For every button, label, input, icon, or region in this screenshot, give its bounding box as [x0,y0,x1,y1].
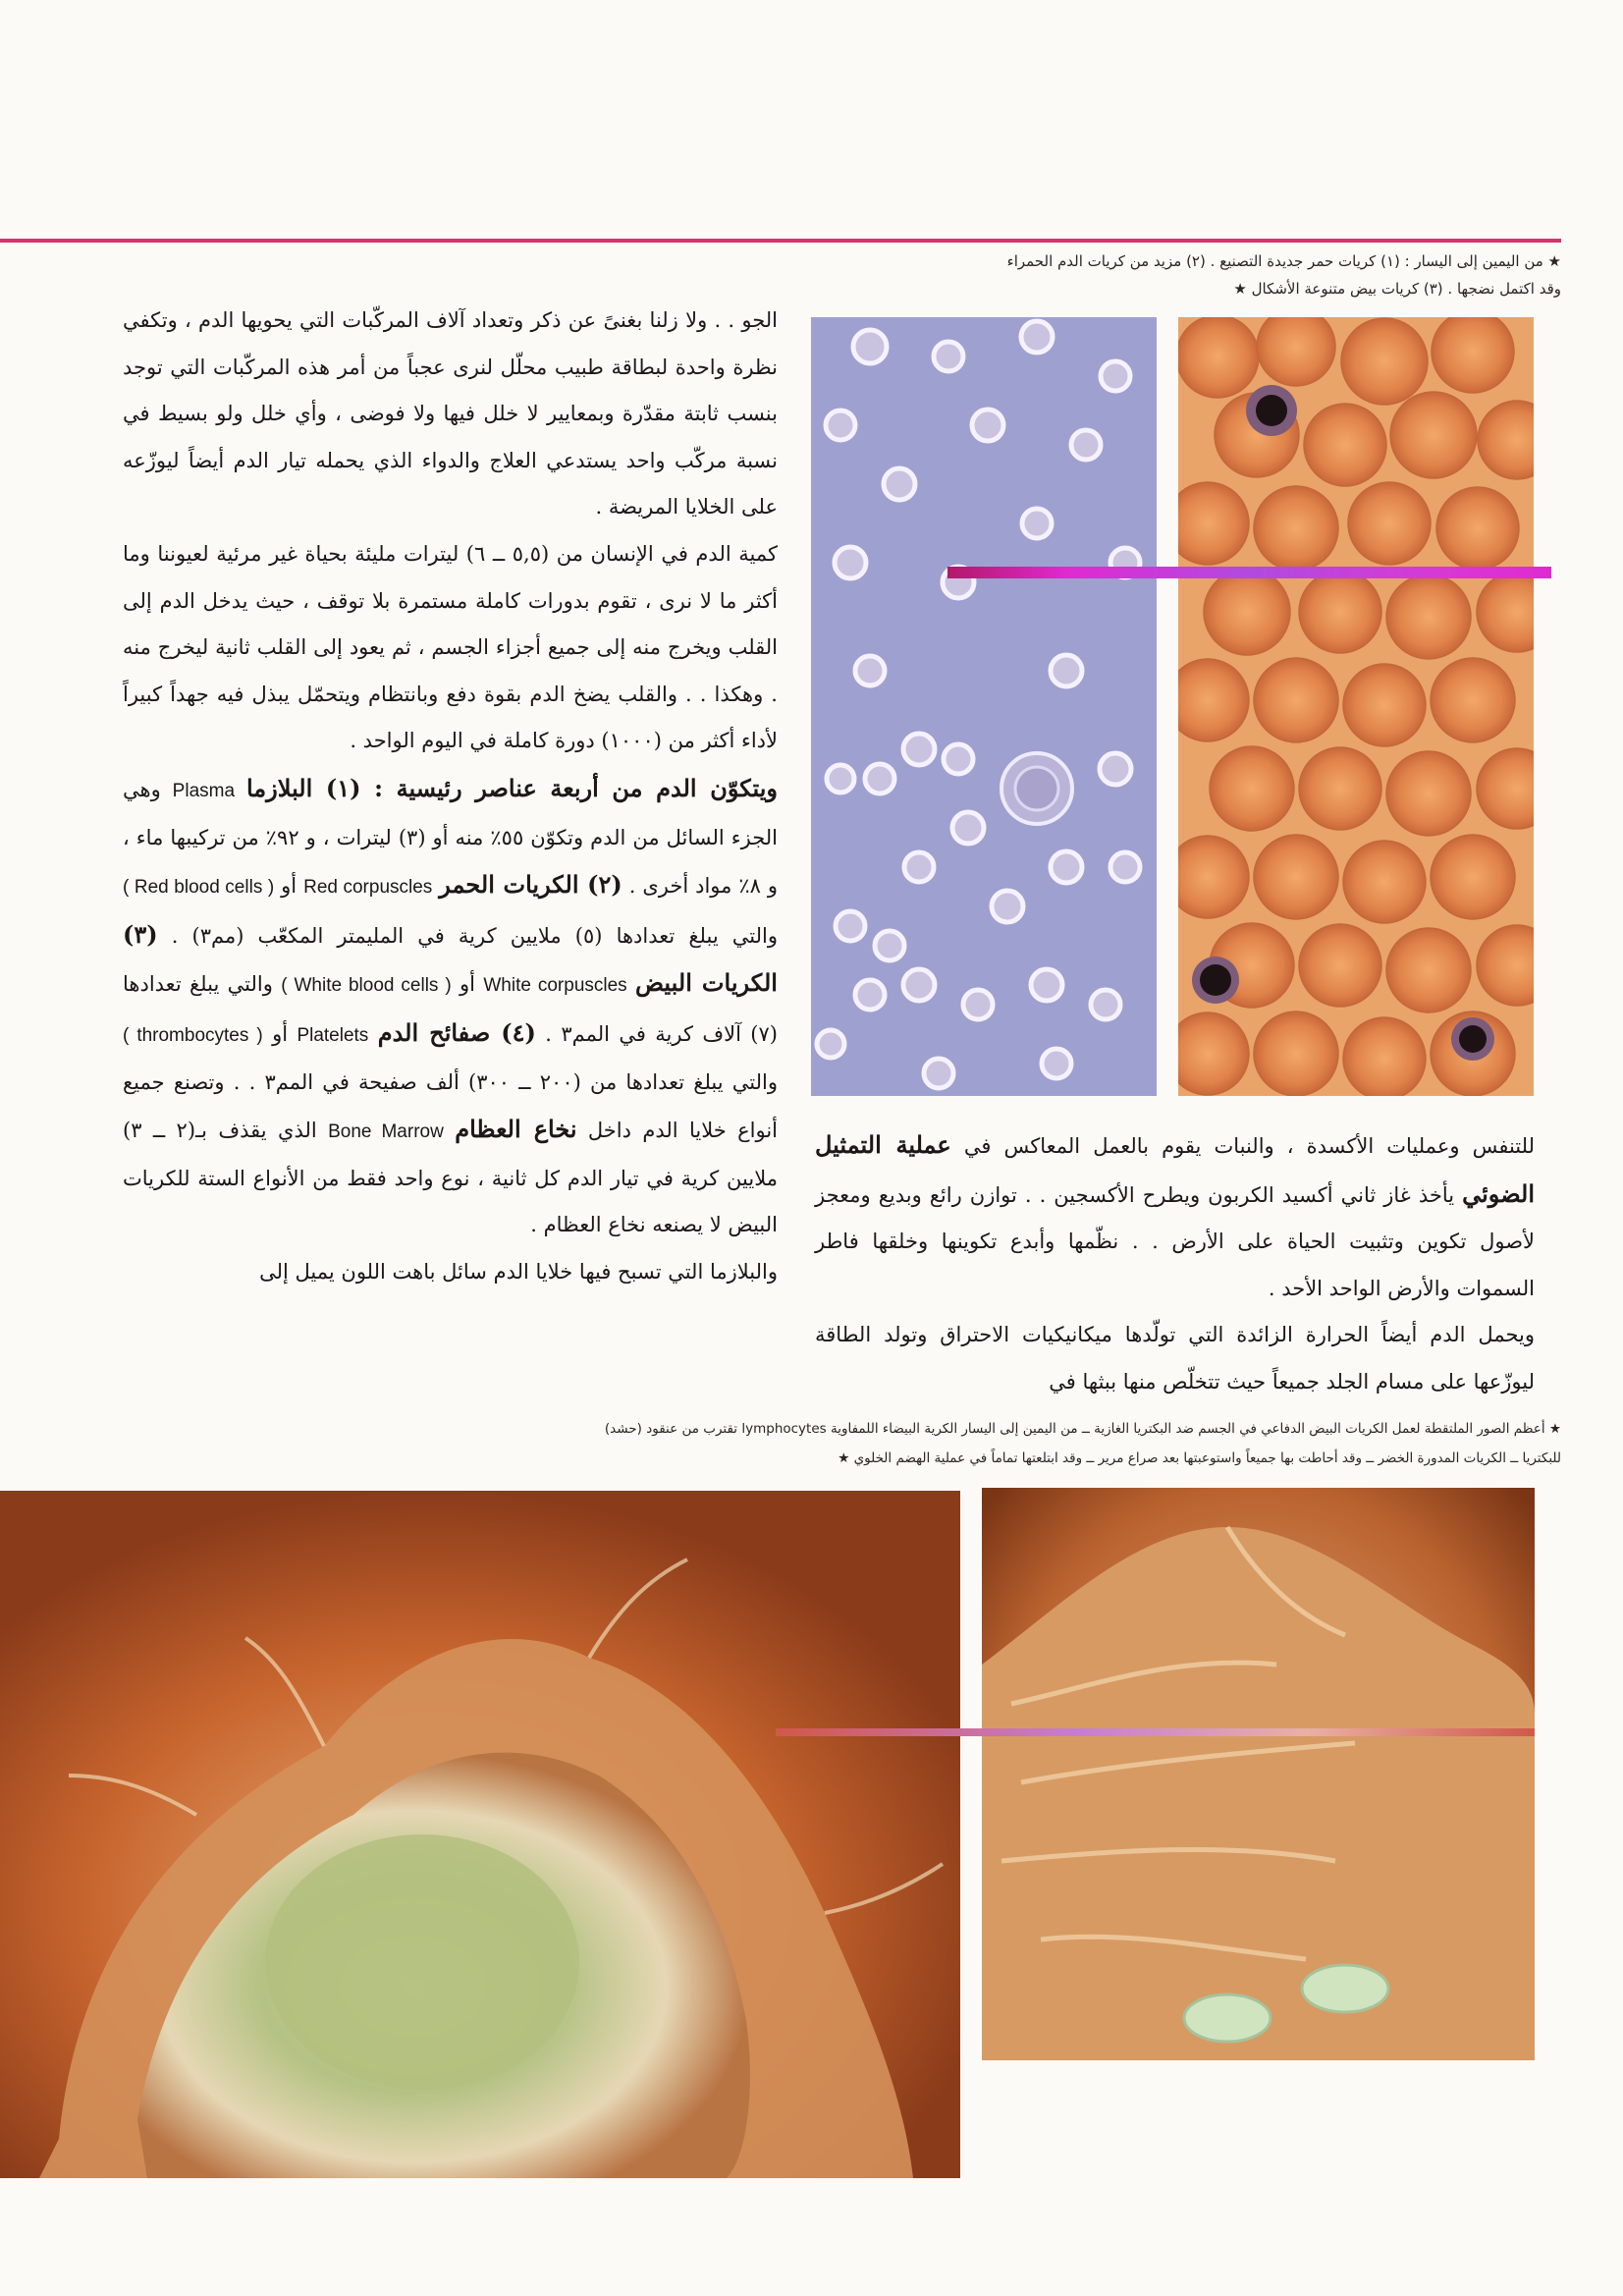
white-en2: ( White blood cells ) [281,975,452,997]
top-caption-line2: وقد اكتمل نضجها . (٣) كريات بيض متنوعة الأشكال ★ [1233,280,1561,298]
marrow-en: Bone Marrow [328,1121,444,1143]
red-count: والتي يبلغ تعدادها (٥) ملايين كرية في المليمتر المكعّب (مم٣) . [171,923,779,948]
marrow-heading: نخاع العظام [455,1115,577,1144]
top-rule [0,239,1561,243]
left-p3 [123,765,778,1249]
plasma-text: وهي الجزء السائل من الدم وتكوّن ٥٥٪ منه أو (٣) ليترات ، و ٩٢٪ من تركيبها ماء ، و ٨٪ مواد أخرى . [123,777,779,899]
platelets-en1: Platelets [297,1024,369,1046]
red-en1: Red corpuscles [303,877,433,899]
top-caption [795,247,1561,302]
photo-white-cell-approaching [982,1488,1535,2060]
components-heading: ويتكوّن الدم من أربعة عناصر رئيسية : (١) البلازما [245,773,778,802]
bottom-caption-line2: للبكتريا ــ الكريات المدورة الخضر ــ وقد أحاطت بها جميعاً واستوعبتها بعد صراع مرير ــ وقد ابتلعتها تماماً في عملية الهضم الخلوي ★ [838,1450,1561,1466]
right-a: للتنفس وعمليات الأكسدة ، والنبات يقوم بالعمل المعاكس في [963,1134,1535,1158]
photo-red-blood-cells [1178,317,1534,1096]
or-1: أو [281,874,298,899]
scan-glitch-top [947,567,1551,578]
platelets-heading: (٤) صفائح الدم [377,1017,536,1047]
bottom-caption [383,1414,1561,1473]
or-2: أو [460,972,476,997]
red-en2: ( Red blood cells ) [123,877,275,899]
white-en1: White corpuscles [483,975,627,997]
left-column [123,298,778,1295]
marrow-text: الذي يقذف بـ(٢ ــ ٣) ملايين كرية في تيار الدم كل ثانية ، نوع واحد فقط من الأنواع الستة للكريات البيض لا يصنعه نخاع العظام . [123,1119,778,1237]
right-b: يأخذ غاز ثاني أكسيد الكربون ويطرح الأكسجين . . توازن رائع وبديع ومعجز لأصول تكوين وتثبيت الحياة على الأرض . . نظّمها وأبدع تكوينها وخلقها فاطر السموات والأرض الواحد الأحد . [815,1182,1535,1300]
white-heading: (٣) الكريات البيض [123,919,778,998]
right-c: ويحمل الدم أيضاً الحرارة الزائدة التي تولّدها ميكانيكيات الاحتراق وتولد الطاقة ليوزّعها على مسام الجلد جميعاً حيث تتخلّص منها ببثها في [815,1323,1535,1394]
photosynthesis-heading: عملية التمثيل الضوئي [815,1130,1535,1208]
left-p2: كمية الدم في الإنسان من (٥,٥ ــ ٦) ليترات مليئة بحياة غير مرئية لعيوننا وما أكثر ما لا نرى ، تقوم بدورات كاملة مستمرة بلا توقف ، حيث يدخل الدم إلى القلب ويخرج منه إلى جميع أجزاء الجسم ، ثم يعود إلى القلب ثانية ليخرج منه . وهكذا . . والقلب يضخ الدم بقوة دفع وبانتظام ويتحمّل يبذل فيه جهداً كبيراً لأداء أكثر من (١٠٠٠) دورة كاملة في اليوم الواحد . [123,541,778,753]
bottom-caption-line1: ★ أعظم الصور الملتقطة لعمل الكريات البيض الدفاعي في الجسم ضد البكتريا الغازية ــ من اليمين إلى اليسار الكرية البيضاء اللمفاوية lymphocytes تقترب من عنقود (حشد) [604,1421,1561,1437]
platelets-en2: ( thrombocytes ) [123,1024,263,1046]
right-column [815,1121,1535,1406]
platelets-count: والتي يبلغ تعدادها من (٢٠٠ ــ ٣٠٠) ألف صفيحة في المم٣ . . وتصنع جميع أنواع خلايا الدم داخل [123,1069,779,1143]
red-heading: (٢) الكريات الحمر [439,870,622,900]
top-caption-line1: ★ من اليمين إلى اليسار : (١) كريات حمر جديدة التصنيع . (٢) مزيد من كريات الدم الحمراء [1006,252,1561,270]
or-3: أو [272,1021,289,1046]
right-para [815,1121,1535,1312]
left-p1: الجو . . ولا زلنا بغنىً عن ذكر وتعداد آلاف المركّبات التي يحويها الدم ، وتكفي نظرة واحدة لبطاقة طبيب محلّل لنرى عجباً من أمر هذه المركّبات التي توجد بنسب ثابتة مقدّرة وبمعايير لا خلل فيها ولا فوضى ، وأي خلل ولو بسيط في نسبة مركّب واحد يستدعي العلاج والدواء الذي يحمله تيار الدم أيضاً ليوزّعه على الخلايا المريضة . [123,308,778,519]
white-count: والتي يبلغ تعدادها (٧) آلاف كرية في المم٣ . [123,972,778,1046]
plasma-en: Plasma [172,780,236,801]
photo-white-blood-cells [811,317,1157,1096]
photo-white-cell-engulfing [0,1491,960,2178]
scan-glitch-bottom [776,1728,1535,1736]
left-p4: والبلازما التي تسبح فيها خلايا الدم سائل باهت اللون يميل إلى [259,1259,778,1284]
